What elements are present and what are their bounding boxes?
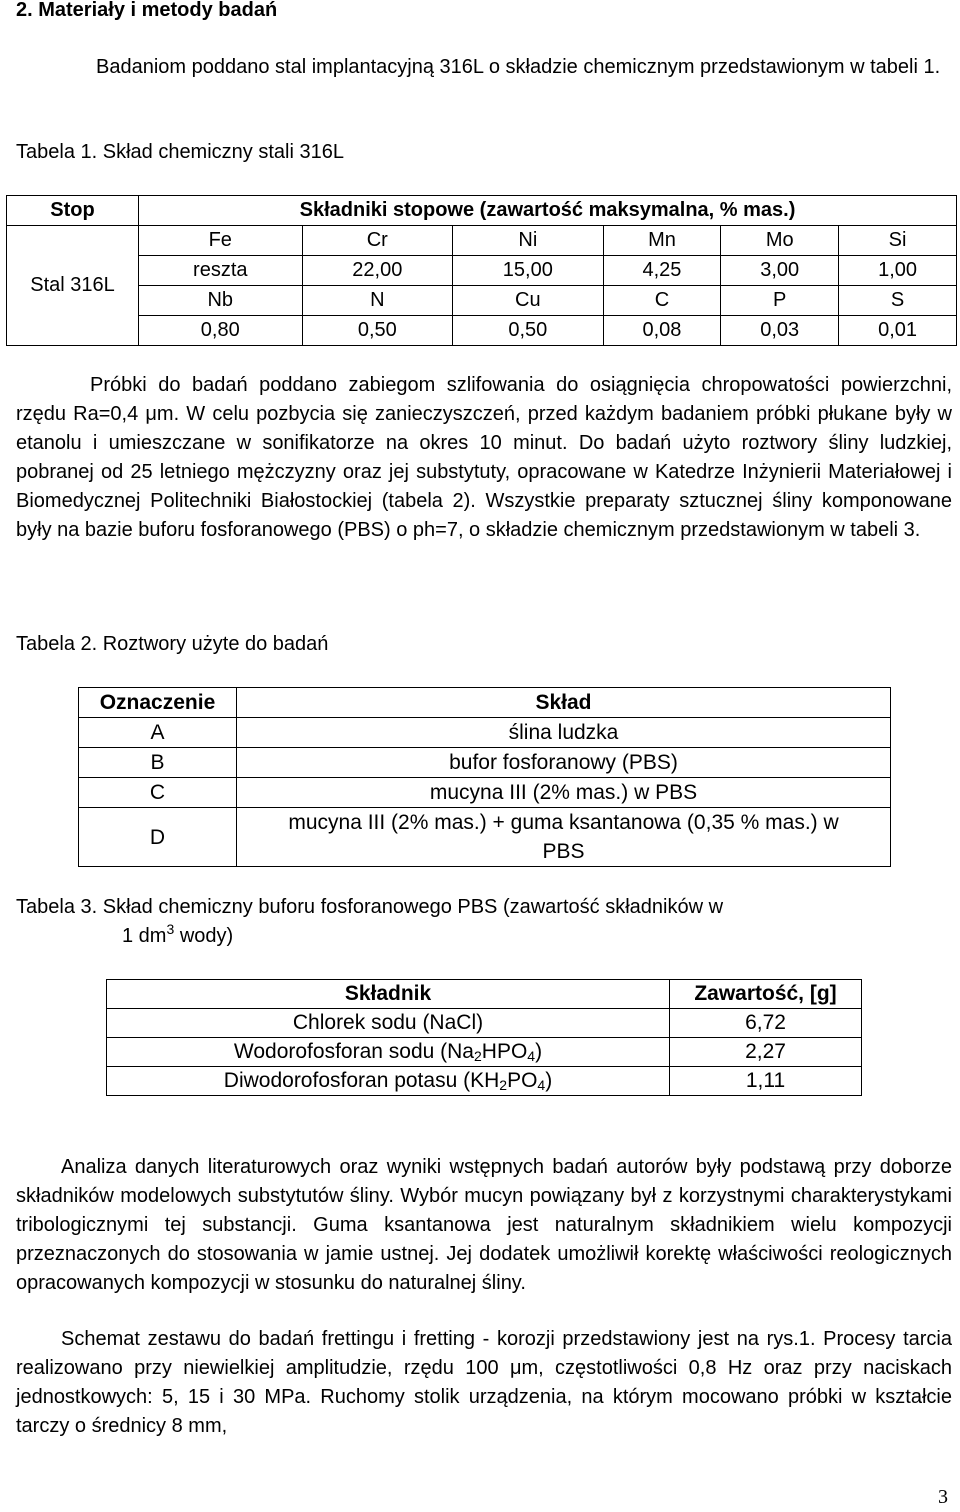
table1-components-header: Składniki stopowe (zawartość maksymalna, % mas.) <box>139 196 957 226</box>
table1-cell: S <box>839 286 957 316</box>
table1-alloy: Stal 316L <box>7 226 139 346</box>
table2-code: C <box>79 778 237 808</box>
table1-cell: 0,03 <box>721 316 839 346</box>
methods-paragraph: Próbki do badań poddano zabiegom szlifowania do osiągnięcia chropowatości powierzchni, rzędu Ra=0,4 μm. W celu pozbycia się zanieczyszczeń, przed każdym badaniem próbki płukane były w etanolu i umieszczane w sonifikatorze na okres 10 minut. Do badań użyto roztwory śliny ludzkiej, pobranej od 25 letniego mężczyzny oraz jej substytuty, opracowane w Katedrze Inżynierii Materiałowej i Biomedycznej Politechniki Białostockiej (tabela 2). Wszystkie preparaty sztucznej śliny komponowane były na bazie buforu fosforanowego (PBS) o ph=7, o składzie chemicznym przedstawionym w tabeli 3. <box>16 374 952 541</box>
analysis-paragraph: Analiza danych literaturowych oraz wyniki wstępnych badań autorów były podstawą przy doborze składników modelowych substytutów śliny. Wybór mucyn powiązany był z korzystnymi charakterystykami tribologicznymi tej substancji. Guma ksantanowa jest naturalnym składnikiem wielu kompozycji przeznaczonych do stosowania w jamie ustnej. Jej dodatek umożliwił korektę właściwości reologicznych opracowanych kompozycji w stosunku do naturalnej śliny. <box>16 1156 952 1294</box>
table1-caption: Tabela 1. Skład chemiczny stali 316L <box>16 141 344 163</box>
table1-cell: Ni <box>453 226 604 256</box>
table1-cell: 4,25 <box>603 256 721 286</box>
table1-cell: C <box>603 286 721 316</box>
table3-value: 1,11 <box>670 1067 862 1096</box>
table3-header-name: Składnik <box>107 980 670 1009</box>
table3 <box>106 979 862 1096</box>
table1-cell: 0,80 <box>139 316 303 346</box>
table2-header-desc: Skład <box>237 688 891 718</box>
table3-caption-exponent: 3 <box>166 921 175 937</box>
table1 <box>6 195 957 346</box>
formula-subscript: 2 <box>473 1048 482 1064</box>
table1-stop-header: Stop <box>7 196 139 226</box>
table1-cell: 1,00 <box>839 256 957 286</box>
table3-name: Chlorek sodu (NaCl) <box>107 1009 670 1038</box>
table1-cell: Si <box>839 226 957 256</box>
table2-desc: mucyna III (2% mas.) + guma ksantanowa (0,35 % mas.) w PBS <box>237 808 891 867</box>
formula-part: PO <box>507 1069 538 1092</box>
table3-value: 6,72 <box>670 1009 862 1038</box>
table1-cell: P <box>721 286 839 316</box>
table3-caption-tail: wody) <box>174 925 234 947</box>
table3-name <box>107 1038 670 1067</box>
formula-part: ) <box>545 1069 553 1092</box>
table3-name <box>107 1067 670 1096</box>
table1-cell: Cr <box>302 226 453 256</box>
section-title: 2. Materiały i metody badań <box>16 0 278 21</box>
table2-code: A <box>79 718 237 748</box>
formula-subscript: 2 <box>499 1077 508 1093</box>
formula-part: Wodorofosforan sodu (Na <box>233 1040 474 1063</box>
page-number: 3 <box>938 1486 948 1508</box>
formula-part: HPO <box>481 1040 528 1063</box>
table1-cell: 3,00 <box>721 256 839 286</box>
table1-cell: Cu <box>453 286 604 316</box>
table2 <box>78 687 891 867</box>
table1-cell: 22,00 <box>302 256 453 286</box>
table3-header-value: Zawartość, [g] <box>670 980 862 1009</box>
table1-cell: 0,50 <box>453 316 604 346</box>
table3-caption-unit: 1 dm <box>122 925 167 947</box>
table3-caption-line1: Tabela 3. Skład chemiczny buforu fosforanowego PBS (zawartość składników w <box>16 896 724 918</box>
table2-header-code: Oznaczenie <box>79 688 237 718</box>
table3-caption <box>16 893 723 951</box>
table2-desc: ślina ludzka <box>237 718 891 748</box>
table2-desc: mucyna III (2% mas.) w PBS <box>237 778 891 808</box>
table3-caption-line2 <box>16 922 723 951</box>
setup-paragraph: Schemat zestawu do badań frettingu i fretting - korozji przedstawiony jest na rys.1. Procesy tarcia realizowano przy niewielkiej amplitudzie, rzędu 100 μm, częstotliwości 0,8 Hz oraz przy naciskach jednostkowych: 5, 15 i 30 MPa. Ruchomy stolik urządzenia, na którym mocowano próbki w kształcie tarczy o średnicy 8 mm, <box>16 1328 952 1437</box>
table1-cell: Mn <box>603 226 721 256</box>
formula-part: Diwodorofosforan potasu (KH <box>223 1069 500 1092</box>
table2-code: D <box>79 808 237 867</box>
table1-cell: 0,08 <box>603 316 721 346</box>
formula-subscript: 4 <box>537 1077 546 1093</box>
table1-cell: Fe <box>139 226 303 256</box>
table1-cell: reszta <box>139 256 303 286</box>
table3-value: 2,27 <box>670 1038 862 1067</box>
table1-cell: 0,01 <box>839 316 957 346</box>
table2-desc: bufor fosforanowy (PBS) <box>237 748 891 778</box>
table1-cell: 0,50 <box>302 316 453 346</box>
table2-code: B <box>79 748 237 778</box>
table2-caption: Tabela 2. Roztwory użyte do badań <box>16 633 329 655</box>
intro-paragraph: Badaniom poddano stal implantacyjną 316L o składzie chemicznym przedstawionym w tabeli 1. <box>96 56 941 78</box>
table1-cell: 15,00 <box>453 256 604 286</box>
table1-cell: Nb <box>139 286 303 316</box>
formula-part: ) <box>535 1040 543 1063</box>
table1-cell: N <box>302 286 453 316</box>
formula-subscript: 4 <box>527 1048 536 1064</box>
table1-cell: Mo <box>721 226 839 256</box>
